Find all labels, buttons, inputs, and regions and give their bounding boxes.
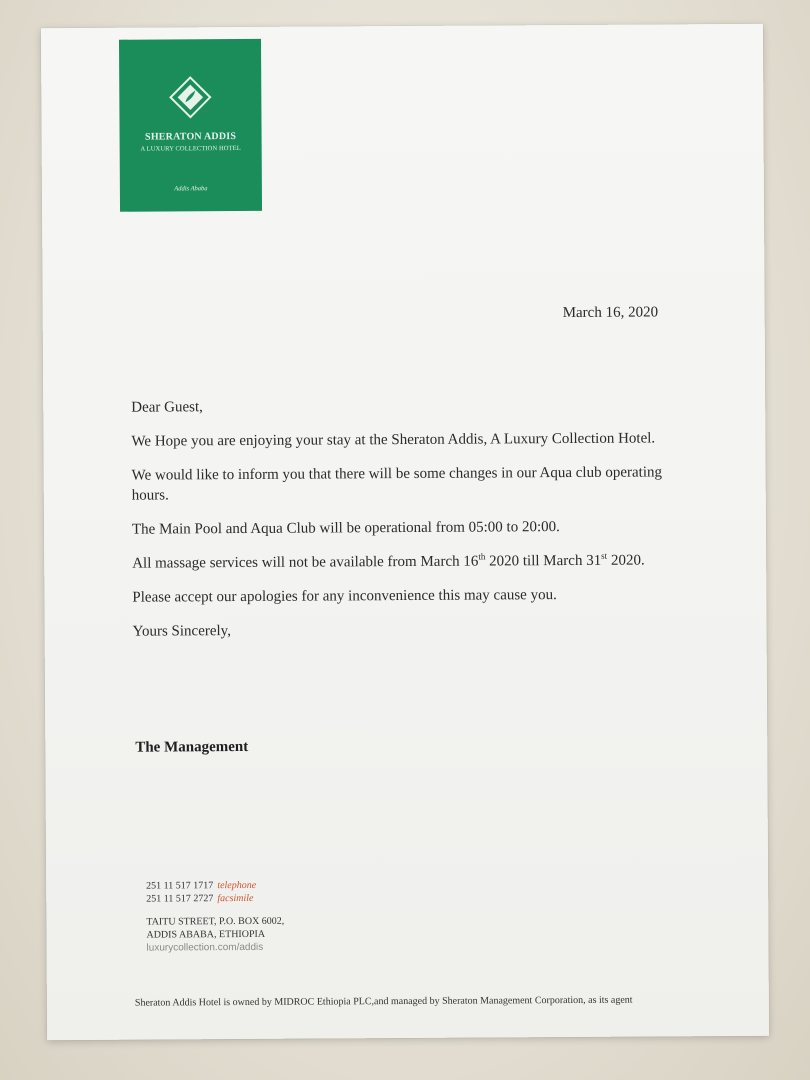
paragraph-massage — [132, 550, 692, 573]
contact-footer — [146, 879, 284, 955]
letter-body — [131, 394, 692, 641]
massage-sup-2: st — [601, 550, 608, 561]
fax-line — [146, 892, 284, 906]
ownership-note: Sheraton Addis Hotel is owned by MIDROC Ethiopia PLC,and managed by Sheraton Management Corporation, as its agent — [134, 994, 633, 1009]
address-line-1: TAITU STREET, P.O. BOX 6002, — [146, 915, 285, 928]
logo-city: Addis Ababa — [174, 185, 208, 193]
telephone-line — [146, 879, 284, 893]
massage-sup-1: th — [478, 551, 486, 562]
logo-name: SHERATON ADDIS — [145, 131, 237, 143]
logo-subtitle: A LUXURY COLLECTION HOTEL — [140, 144, 241, 153]
paragraph-changes: We would like to inform you that there will be some changes in our Aqua club operating hours. — [131, 464, 663, 504]
website: luxurycollection.com/addis — [146, 941, 264, 954]
massage-text-3: 2020. — [607, 552, 645, 569]
telephone-number: 251 11 517 1717 — [146, 880, 214, 892]
signature: The Management — [135, 738, 249, 756]
paragraph-hours: The Main Pool and Aqua Club will be operational from 05:00 to 20:00. — [131, 519, 560, 538]
fax-label: facsimile — [217, 892, 254, 905]
address-line-2: ADDIS ABABA, ETHIOPIA — [146, 928, 266, 941]
hotel-logo — [119, 39, 262, 212]
paragraph-apology: Please accept our apologies for any inconvenience this may cause you. — [132, 587, 557, 606]
letter-date: March 16, 2020 — [562, 304, 659, 322]
letter-paper — [41, 24, 769, 1040]
fax-number: 251 11 517 2727 — [146, 893, 214, 905]
salutation: Dear Guest, — [131, 399, 203, 416]
closing: Yours Sincerely, — [132, 623, 231, 640]
massage-text-1: All massage services will not be available from March 16 — [132, 553, 479, 572]
telephone-label: telephone — [217, 879, 257, 892]
emblem-icon — [168, 75, 212, 119]
massage-text-2: 2020 till March 31 — [485, 552, 602, 570]
paragraph-welcome: We Hope you are enjoying your stay at the Sheraton Addis, A Luxury Collection Hotel. — [131, 430, 656, 450]
